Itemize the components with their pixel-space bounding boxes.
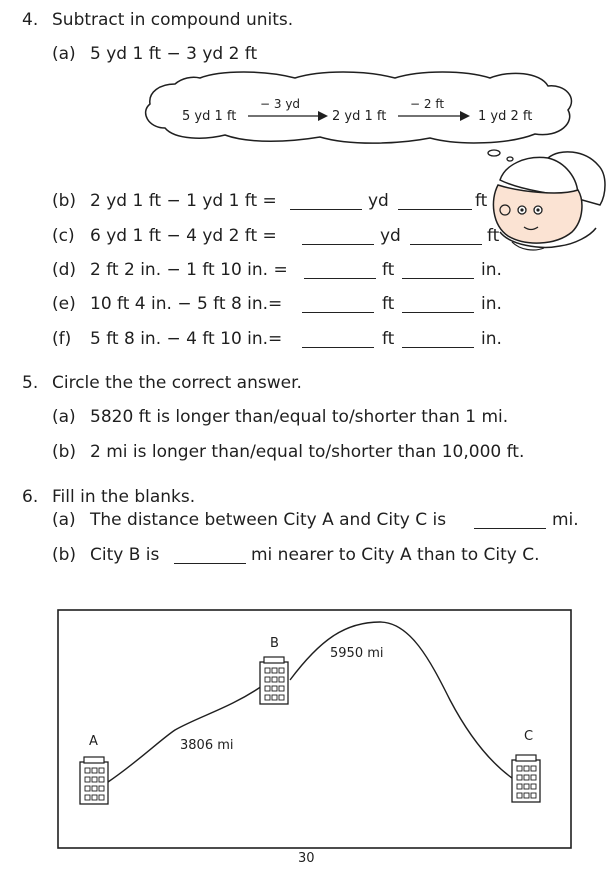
page-number: 30 [298, 851, 315, 866]
route-b-c [290, 622, 512, 778]
q4c-unit-yd: yd [380, 226, 401, 246]
building-c-icon [512, 755, 540, 802]
q4f-answer-in-blank[interactable] [402, 347, 474, 348]
q4d-unit-in: in. [481, 260, 502, 280]
map-distance-ab: 3806 mi [180, 738, 234, 753]
cloud-step-3: 1 yd 2 ft [478, 109, 533, 124]
q6-number: 6. [22, 487, 39, 507]
q6b-pre-text: City B is [90, 545, 160, 565]
q6b-label: (b) [52, 545, 77, 565]
q4c-label: (c) [52, 226, 75, 246]
q4a-label: (a) [52, 44, 76, 64]
q4b-answer-ft-blank[interactable] [398, 209, 472, 210]
thought-cloud [146, 72, 572, 143]
building-a-icon [80, 757, 108, 804]
q5a-text[interactable]: 5820 ft is longer than/equal to/shorter than 1 mi. [90, 407, 509, 427]
map-distance-bc: 5950 mi [330, 646, 384, 661]
arrow-head-2 [460, 111, 470, 121]
q4b-unit-ft: ft [475, 191, 488, 211]
thought-bubble-tiny [507, 157, 513, 161]
q5a-label: (a) [52, 407, 76, 427]
q4f-label: (f) [52, 329, 72, 349]
q4f-unit-ft: ft [382, 329, 395, 349]
q4f-unit-in: in. [481, 329, 502, 349]
q4c-answer-ft-blank[interactable] [410, 244, 482, 245]
map-frame [58, 610, 571, 848]
arrow-head-1 [318, 111, 328, 121]
q4d-unit-ft: ft [382, 260, 395, 280]
building-b-icon [260, 657, 288, 704]
q4f-expression: 5 ft 8 in. − 4 ft 10 in.= [90, 329, 283, 349]
cloud-step-1: 5 yd 1 ft [182, 109, 237, 124]
q5-title: Circle the the correct answer. [52, 373, 302, 393]
map-city-b-label: B [270, 636, 279, 651]
q4a-expression: 5 yd 1 ft − 3 yd 2 ft [90, 44, 258, 64]
q4-number: 4. [22, 10, 39, 30]
q6a-text: The distance between City A and City C is [90, 510, 447, 530]
map-city-a-label: A [89, 734, 98, 749]
q4f-answer-ft-blank[interactable] [302, 347, 374, 348]
q6a-unit: mi. [552, 510, 579, 530]
q5-number: 5. [22, 373, 39, 393]
q4d-answer-in-blank[interactable] [402, 278, 474, 279]
q4e-answer-ft-blank[interactable] [302, 312, 374, 313]
q4e-unit-ft: ft [382, 294, 395, 314]
q4d-answer-ft-blank[interactable] [304, 278, 376, 279]
map-city-c-label: C [524, 729, 534, 744]
q5b-text[interactable]: 2 mi is longer than/equal to/shorter than 10,000 ft. [90, 442, 525, 462]
cloud-step-2: 2 yd 1 ft [332, 109, 387, 124]
q6a-label: (a) [52, 510, 76, 530]
q4c-expression: 6 yd 1 ft − 4 yd 2 ft = [90, 226, 277, 246]
cloud-op-1: − 3 yd [260, 97, 301, 111]
q4e-label: (e) [52, 294, 76, 314]
q4e-expression: 10 ft 4 in. − 5 ft 8 in.= [90, 294, 283, 314]
cloud-op-2: − 2 ft [410, 97, 445, 111]
q4d-label: (d) [52, 260, 77, 280]
girl-illustration [493, 152, 605, 250]
q4c-unit-ft: ft [487, 226, 500, 246]
thought-bubble-small [488, 150, 500, 156]
q6-title: Fill in the blanks. [52, 487, 196, 507]
q5b-label: (b) [52, 442, 77, 462]
q4c-answer-yd-blank[interactable] [302, 244, 374, 245]
q4b-label: (b) [52, 191, 77, 211]
q4b-unit-yd: yd [368, 191, 389, 211]
q4e-answer-in-blank[interactable] [402, 312, 474, 313]
q4b-expression: 2 yd 1 ft − 1 yd 1 ft = [90, 191, 277, 211]
q4b-answer-yd-blank[interactable] [290, 209, 362, 210]
q4-title: Subtract in compound units. [52, 10, 294, 30]
q4d-expression: 2 ft 2 in. − 1 ft 10 in. = [90, 260, 288, 280]
route-a-b [108, 686, 262, 782]
q6b-post-text: mi nearer to City A than to City C. [251, 545, 540, 565]
q6a-answer-blank[interactable] [474, 528, 546, 529]
q4e-unit-in: in. [481, 294, 502, 314]
q6b-answer-blank[interactable] [174, 563, 246, 564]
